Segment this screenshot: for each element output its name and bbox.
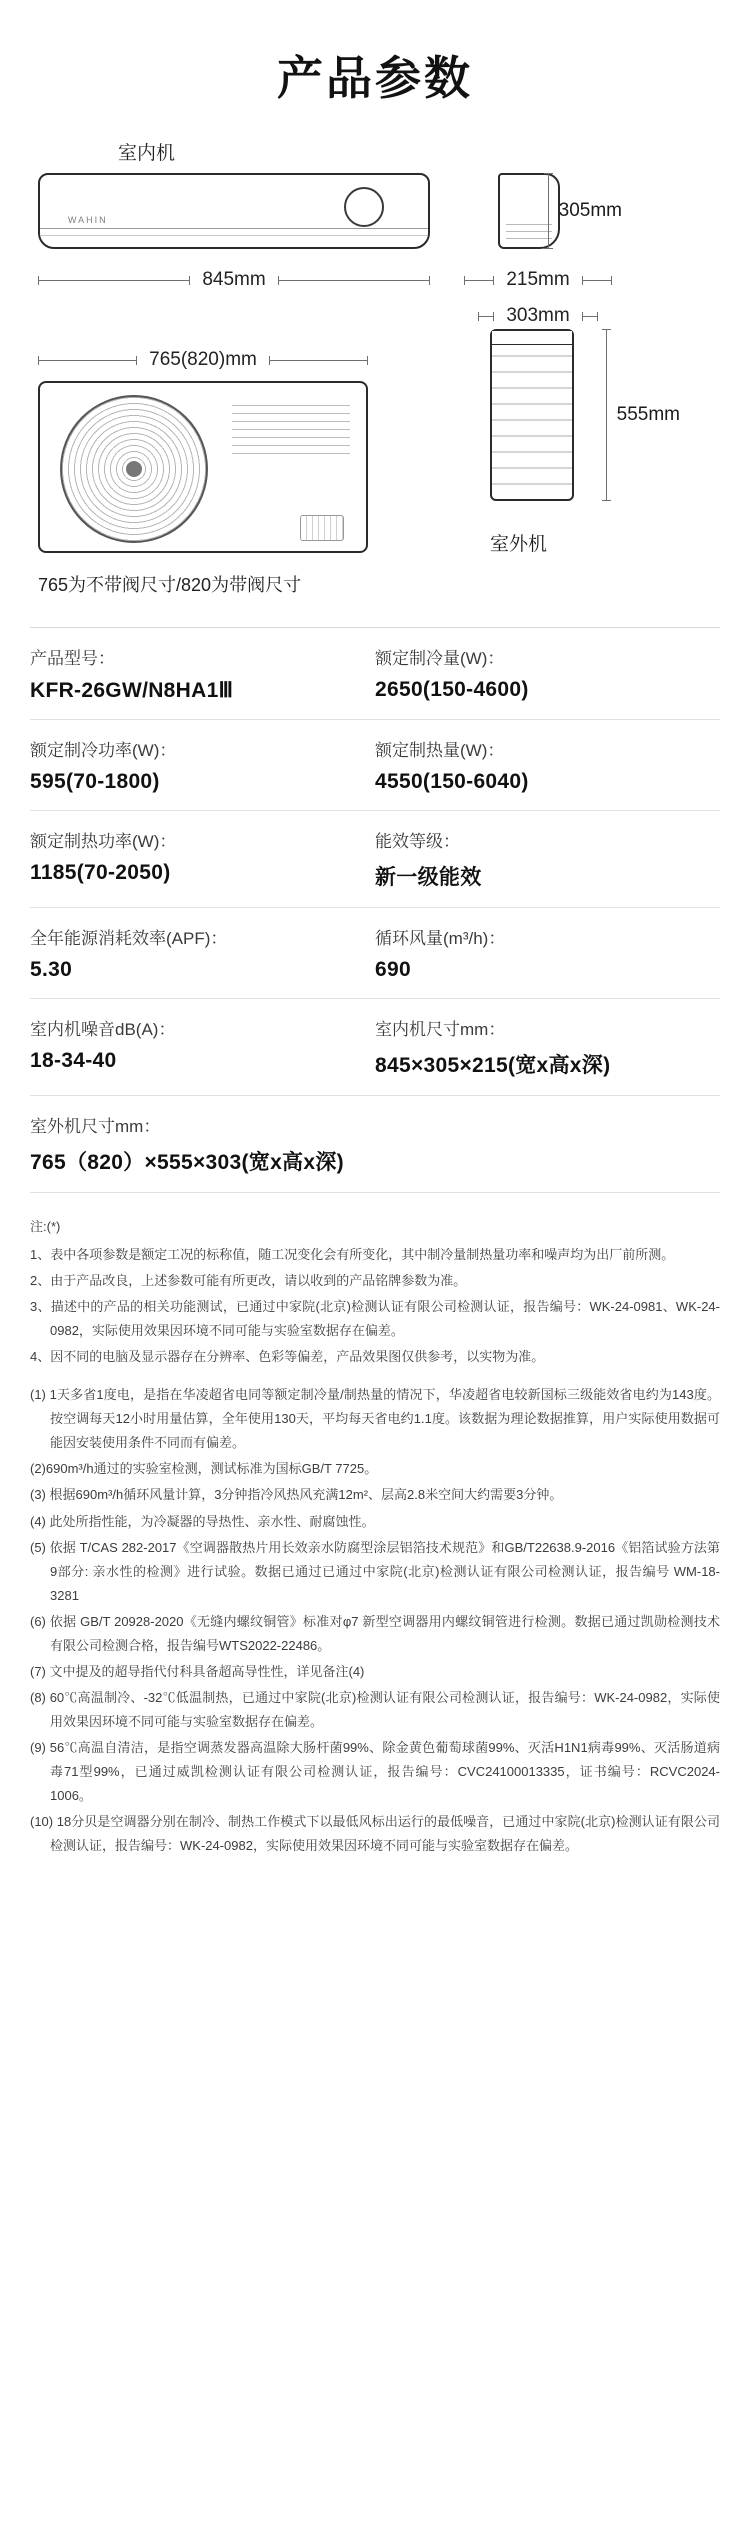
indoor-width-value: 845mm bbox=[202, 269, 266, 290]
dimension-line bbox=[582, 280, 612, 281]
spec-value: 595(70-1800) bbox=[30, 770, 160, 793]
note-item: (3) 根据690m³/h循环风量计算，3分钟指冷风热风充满12m²、层高2.8米空间大约需要3分钟。 bbox=[30, 1487, 563, 1503]
spec-value: KFR-26GW/N8HA1Ⅲ bbox=[30, 679, 234, 702]
indoor-height-dimension bbox=[548, 173, 622, 249]
valve-cover bbox=[300, 515, 344, 541]
note-item: 4、因不同的电脑及显示器存在分辨率、色彩等偏差，产品效果图仅供参考，以实物为准。 bbox=[30, 1349, 545, 1365]
spec-value: 新一级能效 bbox=[375, 866, 482, 889]
dimension-line bbox=[582, 316, 598, 317]
spec-label: 循环风量(m³/h)： bbox=[375, 929, 506, 948]
table-row bbox=[30, 1096, 720, 1193]
outdoor-height-value: 555mm bbox=[616, 404, 680, 425]
outdoor-depth-dimension bbox=[478, 305, 598, 327]
note-item: (8) 60℃高温制冷、-32℃低温制热，已通过中家院(北京)检测认证有限公司检测认证，报告编号：WK-24-0982，实际使用效果因环境不同可能与实验室数据存在偏差。 bbox=[30, 1689, 720, 1729]
outdoor-height-dimension bbox=[606, 329, 680, 501]
dimension-line bbox=[548, 173, 549, 249]
outdoor-side-view bbox=[456, 305, 706, 556]
indoor-unit-illustration bbox=[38, 173, 430, 249]
table-row bbox=[30, 811, 720, 908]
note-item: 1、表中各项参数是额定工况的标称值，随工况变化会有所变化，其中制冷量制热量功率和噪声均为出厂前所测。 bbox=[30, 1247, 675, 1263]
note-item: (7) 文中提及的超导指代付科具备超高导性性，详见备注(4) bbox=[30, 1663, 365, 1679]
outdoor-views-row bbox=[30, 305, 720, 597]
dimension-line bbox=[464, 280, 494, 281]
spec-item bbox=[30, 1112, 720, 1176]
note-item: (6) 依据 GB/T 20928-2020《无缝内螺纹铜管》标准对φ7 新型空调器用内螺纹铜管进行检测。数据已通过凯勋检测技术有限公司检测合格，报告编号WTS2022-22486。 bbox=[30, 1613, 720, 1653]
spec-table bbox=[30, 627, 720, 1193]
indoor-views-row bbox=[30, 173, 720, 291]
outdoor-unit-label: 室外机 bbox=[490, 534, 548, 555]
spec-value: 2650(150-4600) bbox=[375, 678, 529, 701]
table-row bbox=[30, 908, 720, 999]
outdoor-width-dimension bbox=[38, 349, 368, 371]
note-item: (2)690m³/h通过的实验室检测，测试标准为国标GB/T 7725。 bbox=[30, 1461, 378, 1477]
notes-heading: 注:(*) bbox=[30, 1219, 61, 1234]
indoor-display-circle-icon bbox=[344, 187, 384, 227]
fan-grille-icon bbox=[60, 395, 208, 543]
indoor-unit-label: 室内机 bbox=[118, 143, 176, 164]
spec-label: 额定制冷量(W)： bbox=[375, 649, 505, 668]
spec-item bbox=[30, 1015, 375, 1079]
spec-item bbox=[30, 736, 375, 794]
spec-label: 额定制热量(W)： bbox=[375, 741, 505, 760]
outdoor-top-panel bbox=[492, 331, 572, 345]
indoor-side-view bbox=[456, 173, 706, 291]
spec-label: 额定制热功率(W)： bbox=[30, 832, 177, 851]
note-item: 2、由于产品改良，上述参数可能有所更改，请以收到的产品铭牌参数为准。 bbox=[30, 1273, 467, 1289]
spec-value: 5.30 bbox=[30, 958, 73, 981]
spec-item bbox=[30, 644, 375, 703]
spec-label: 全年能源消耗效率(APF)： bbox=[30, 929, 228, 948]
spec-value: 690 bbox=[375, 958, 411, 981]
spec-label: 能效等级： bbox=[375, 832, 460, 851]
spec-item bbox=[375, 827, 720, 891]
notes-detail-list bbox=[30, 1383, 720, 1858]
outdoor-depth-value: 303mm bbox=[506, 305, 570, 326]
spec-value: 1185(70-2050) bbox=[30, 861, 171, 884]
outdoor-side-illustration bbox=[490, 329, 574, 501]
dimension-line bbox=[478, 316, 494, 317]
note-item: (10) 18分贝是空调器分别在制冷、制热工作模式下以最低风标出运行的最低噪音，已通过中家院(北京)检测认证有限公司检测认证，报告编号：WK-24-0982，实际使用效果因环境不同可能与实验室数据存在偏差。 bbox=[30, 1814, 720, 1854]
table-row bbox=[30, 720, 720, 811]
product-diagram-section bbox=[0, 118, 750, 597]
spec-label: 室内机尺寸mm： bbox=[375, 1020, 506, 1039]
dimension-line bbox=[269, 360, 368, 361]
dimension-line bbox=[38, 280, 190, 281]
spec-item bbox=[375, 924, 720, 982]
note-item: 3、描述中的产品的相关功能测试，已通过中家院(北京)检测认证有限公司检测认证，报告编号：WK-24-0981、WK-24-0982，实际使用效果因环境不同可能与实验室数据存在偏差。 bbox=[30, 1299, 720, 1339]
page-title: 产品参数 bbox=[277, 52, 473, 104]
indoor-height-value: 305mm bbox=[558, 200, 622, 221]
table-row bbox=[30, 628, 720, 720]
spec-label: 额定制冷功率(W)： bbox=[30, 741, 177, 760]
spec-label: 产品型号： bbox=[30, 649, 115, 668]
outdoor-width-value: 765(820)mm bbox=[149, 349, 257, 370]
indoor-depth-dimension bbox=[464, 269, 612, 291]
spec-value: 765（820）×555×303(宽x高x深) bbox=[30, 1151, 344, 1174]
brand-mark: WAHIN bbox=[68, 215, 108, 225]
spec-item bbox=[375, 1015, 720, 1079]
outdoor-front-view bbox=[38, 329, 438, 597]
outdoor-unit-illustration bbox=[38, 381, 368, 553]
spec-item bbox=[375, 736, 720, 794]
note-item: (1) 1天多省1度电，是指在华凌超省电同等额定制冷量/制热量的情况下，华凌超省电较新国标三级能效省电约为143度。按空调每天12小时用量估算，全年使用130天，平均每天省电约1.1度。该数据为理论数据推算，用户实际使用数据可能因安装使用条件不同而有偏差。 bbox=[30, 1387, 720, 1451]
spec-item bbox=[30, 827, 375, 891]
vent-lines bbox=[232, 405, 350, 465]
indoor-front-view bbox=[38, 173, 438, 291]
dimension-line bbox=[606, 329, 607, 501]
fan-hub-icon bbox=[126, 461, 142, 477]
notes-section bbox=[30, 1215, 720, 1858]
note-item: (9) 56℃高温自清洁，是指空调蒸发器高温除大肠杆菌99%、除金黄色葡萄球菌99%、灭活H1N1病毒99%、灭活肠道病毒71型99%，已通过威凯检测认证有限公司检测认证，报告编号：CVC24100013335，证书编号：RCVC2024-1006。 bbox=[30, 1739, 720, 1804]
spec-label: 室外机尺寸mm： bbox=[30, 1117, 161, 1136]
spec-value: 4550(150-6040) bbox=[375, 770, 529, 793]
note-item: (5) 依据 T/CAS 282-2017《空调器散热片用长效亲水防腐型涂层铝箔技术规范》和GB/T22638.9-2016《铝箔试验方法第9部分: 亲水性的检测》进行试验。数据已通过已通过中家院(北京)检测认证有限公司检测认证，报告编号 WM-18-3281 bbox=[30, 1539, 720, 1603]
dimension-line bbox=[38, 360, 137, 361]
note-item: (4) 此处所指性能，为冷凝器的导热性、亲水性、耐腐蚀性。 bbox=[30, 1513, 375, 1529]
indoor-width-dimension bbox=[38, 269, 430, 291]
spec-label: 室内机噪音dB(A)： bbox=[30, 1020, 176, 1039]
dimension-line bbox=[278, 280, 430, 281]
table-row bbox=[30, 999, 720, 1096]
spec-item bbox=[375, 644, 720, 703]
spec-value: 18-34-40 bbox=[30, 1049, 117, 1072]
indoor-depth-value: 215mm bbox=[506, 269, 570, 290]
spec-item bbox=[30, 924, 375, 982]
spec-value: 845×305×215(宽x高x深) bbox=[375, 1054, 611, 1077]
outdoor-size-note: 765为不带阀尺寸/820为带阀尺寸 bbox=[38, 575, 302, 595]
